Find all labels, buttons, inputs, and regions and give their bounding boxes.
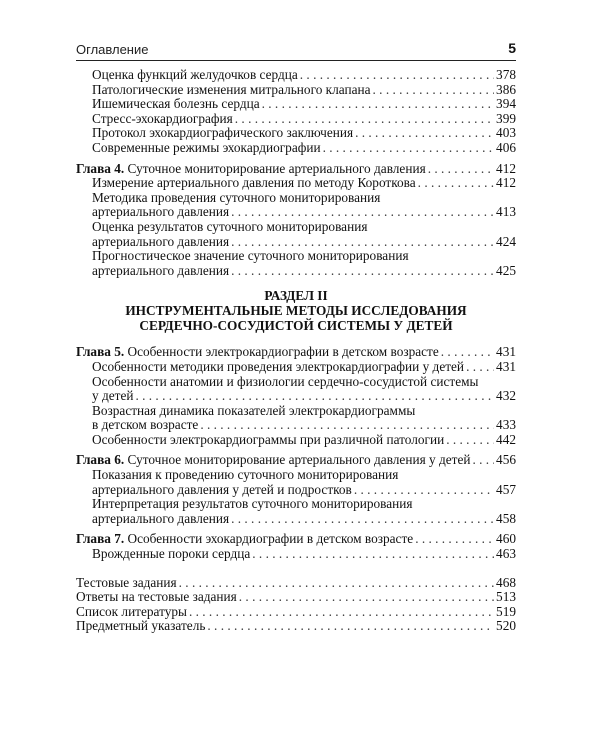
toc-chapter-6[interactable] [76,453,516,468]
toc-entry-title: артериального давления [92,510,230,526]
chapter-5-subentries [76,360,516,448]
page-ref: 463 [496,546,516,562]
leader-dots [354,483,494,498]
toc-entry-title-line1: Особенности анатомии и физиологии сердечно-сосудистой системы [92,373,479,389]
page-number: 5 [508,40,516,56]
chapter-4-subentries [76,176,516,278]
section-title-line2: СЕРДЕЧНО-СОСУДИСТОЙ СИСТЕМЫ У ДЕТЕЙ [139,318,453,334]
running-header [76,40,516,61]
toc-entry[interactable] [92,249,516,278]
page-ref: 424 [496,233,516,249]
toc-entry[interactable] [92,497,516,526]
chapter-label: Глава 7. [76,531,125,547]
toc-entry[interactable] [92,126,516,141]
toc-entry-title: артериального давления у детей и подростков [92,481,352,497]
chapter-label: Глава 6. [76,452,125,468]
leader-dots [418,176,494,191]
page-ref: 457 [496,481,516,497]
toc-entry-title: в детском возрасте [92,417,199,433]
leader-dots [231,264,494,279]
chapter-label: Глава 4. [76,160,125,176]
toc-entry-title: у детей [92,388,134,404]
page-ref: 460 [496,531,516,547]
leader-dots [189,605,494,620]
toc-entry-title: Список литературы [76,603,187,619]
toc-entry[interactable] [92,97,516,112]
toc-entry-title-line1: Возрастная динамика показателей электрокардиограммы [92,402,416,418]
page-ref: 378 [496,67,516,82]
toc-entry[interactable] [76,605,516,620]
leader-dots [231,235,494,250]
page-ref: 442 [496,431,516,447]
page-ref: 412 [496,160,516,176]
back-matter [76,576,516,634]
toc-entry-title: Протокол эхокардиографического заключения [92,125,354,141]
toc-entry-title-line1: Оценка результатов суточного мониторирования [92,218,368,234]
page-ref: 456 [496,452,516,468]
page-ref: 519 [496,603,516,619]
leader-dots [323,141,494,156]
toc-entry-title: Современные режимы эхокардиографии [92,139,321,155]
toc-chapter-7[interactable] [76,532,516,547]
leader-dots [428,162,494,177]
toc-entry[interactable] [92,433,516,448]
section-heading [76,288,516,333]
chapter-7-subentries [76,547,516,562]
toc-entry-title: артериального давления [92,233,230,249]
leader-dots [441,345,494,360]
toc-entry-title: Врожденные пороки сердца [92,546,251,562]
toc-entry[interactable] [92,112,516,127]
toc-entry[interactable] [92,468,516,497]
page-ref: 403 [496,125,516,141]
leader-dots [446,433,494,448]
leader-dots [373,83,495,98]
toc-chapter-4[interactable] [76,162,516,177]
toc-entry-title: Особенности электрокардиограммы при различной патологии [92,431,445,447]
page-ref: 431 [496,344,516,360]
toc-chapter-5[interactable] [76,345,516,360]
toc-entry-title-line1: Показания к проведению суточного мониторирования [92,467,399,483]
page-ref: 406 [496,139,516,155]
toc-entry-title: артериального давления [92,262,230,278]
page-ref: 425 [496,262,516,278]
leader-dots [239,590,494,605]
toc-entry-title-line1: Интерпретация результатов суточного мониторирования [92,496,413,512]
page-ref: 433 [496,417,516,433]
leader-dots [300,68,494,83]
toc-entry-title: артериального давления [92,204,230,220]
page-ref: 394 [496,96,516,112]
chapter-6-subentries [76,468,516,526]
chapter-title: Особенности электрокардиографии в детском возрасте [127,344,439,360]
leader-dots [200,418,494,433]
leader-dots [472,453,494,468]
toc-entry[interactable] [92,375,516,404]
toc-entry[interactable] [92,404,516,433]
toc-entry[interactable] [92,83,516,98]
chapter-title: Суточное мониторирование артериального давления [127,160,426,176]
toc-entry[interactable] [92,141,516,156]
toc-entry-title: Тестовые задания [76,574,177,590]
table-of-contents [76,68,516,634]
toc-entry-title: Оценка функций желудочков сердца [92,67,298,82]
page-ref: 432 [496,388,516,404]
toc-entry-title: Ответы на тестовые задания [76,589,237,605]
toc-entry[interactable] [76,619,516,634]
leader-dots [135,389,494,404]
page-ref: 431 [496,358,516,374]
page-ref: 458 [496,510,516,526]
section-title-line1: ИНСТРУМЕНТАЛЬНЫЕ МЕТОДЫ ИССЛЕДОВАНИЯ [125,303,467,319]
toc-entry-title: Патологические изменения митрального клапана [92,81,371,97]
toc-entry[interactable] [76,590,516,605]
leader-dots [262,97,494,112]
toc-entry-title-line1: Методика проведения суточного мониторирования [92,189,381,205]
toc-entry[interactable] [76,576,516,591]
leader-dots [231,205,494,220]
leader-dots [179,576,494,591]
toc-entry-title: Предметный указатель [76,618,206,634]
leader-dots [252,547,494,562]
toc-entry[interactable] [92,360,516,375]
leader-dots [207,619,494,634]
toc-entry[interactable] [92,176,516,191]
leader-dots [235,112,494,127]
page-ref: 386 [496,81,516,97]
page-ref: 399 [496,110,516,126]
page-ref: 520 [496,618,516,634]
toc-entry-title: Особенности методики проведения электрокардиографии у детей [92,358,465,374]
toc-entry[interactable] [92,68,516,83]
toc-entry-title: Измерение артериального давления по методу Короткова [92,175,416,191]
toc-entry[interactable] [92,191,516,220]
toc-group-continued [76,68,516,156]
chapter-label: Глава 5. [76,344,125,360]
section-label: РАЗДЕЛ II [264,288,328,304]
page-ref: 412 [496,175,516,191]
toc-entry-title: Ишемическая болезнь сердца [92,96,260,112]
leader-dots [466,360,494,375]
leader-dots [231,512,494,527]
page-ref: 413 [496,204,516,220]
toc-entry-title-line1: Прогностическое значение суточного мониторирования [92,248,409,264]
chapter-title: Особенности эхокардиографии в детском возрасте [127,531,414,547]
leader-dots [355,126,494,141]
page-ref: 513 [496,589,516,605]
toc-entry-title: Стресс-эхокардиография [92,110,233,126]
header-title: Оглавление [76,42,149,57]
leader-dots [415,532,494,547]
toc-entry[interactable] [92,220,516,249]
toc-entry[interactable] [92,547,516,562]
page-ref: 468 [496,574,516,590]
chapter-title: Суточное мониторирование артериального давления у детей [127,452,471,468]
